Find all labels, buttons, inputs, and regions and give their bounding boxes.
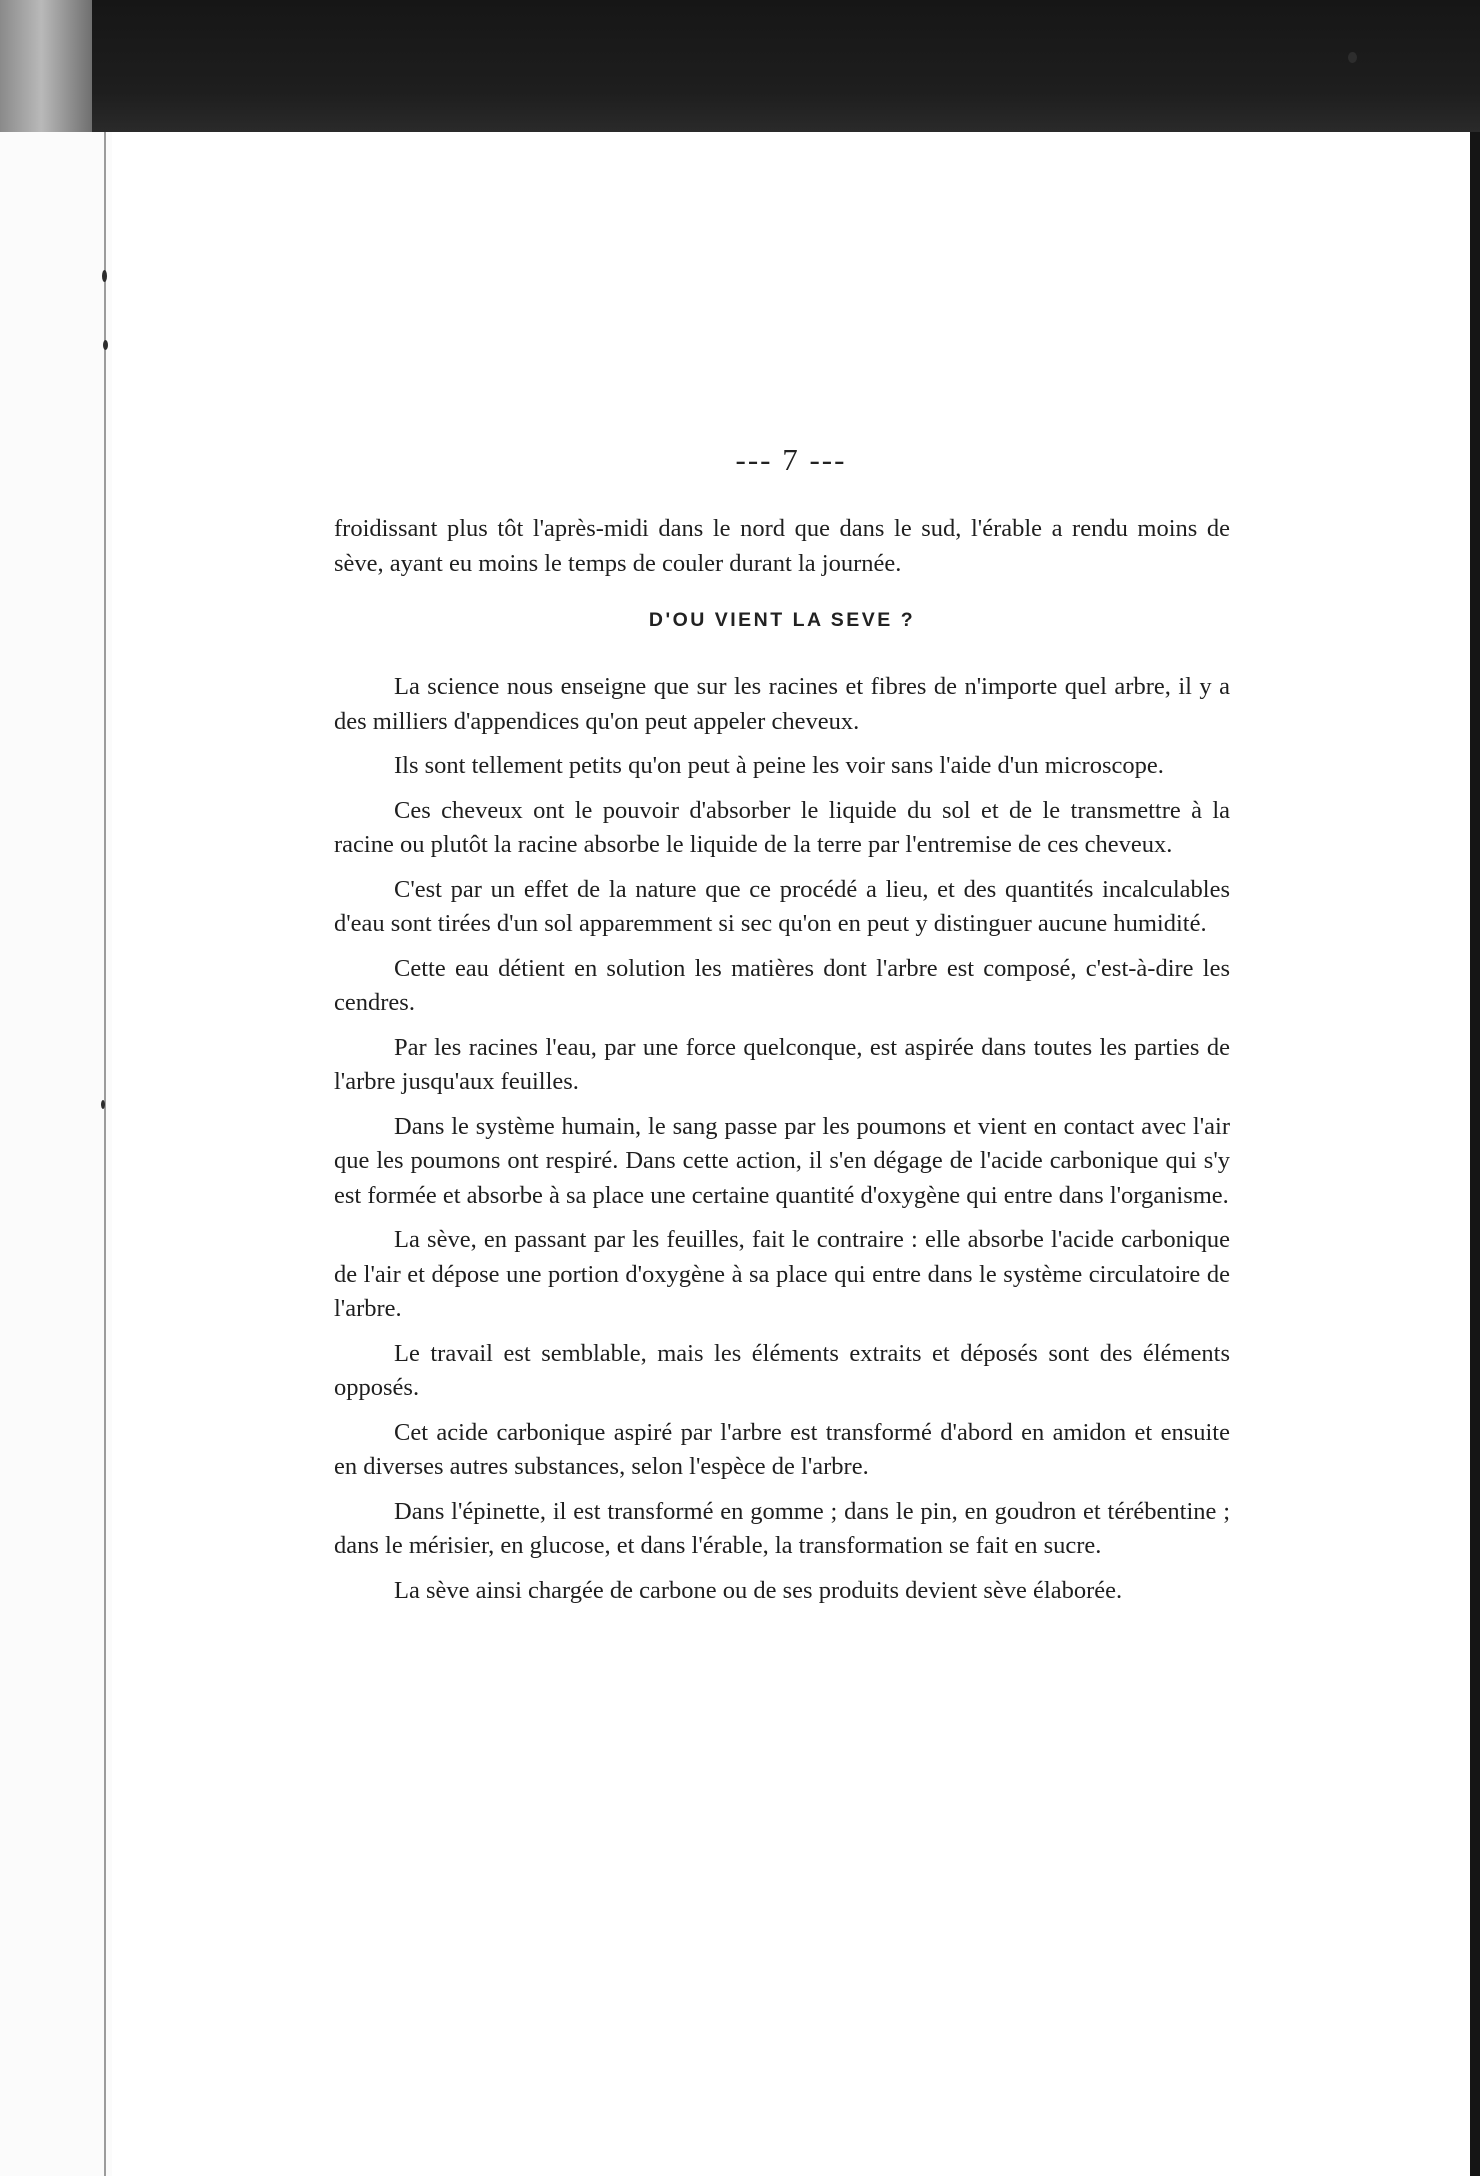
paragraph: Dans l'épinette, il est transformé en gomme ; dans le pin, en goudron et térébentine ; dans le mérisier, en glucose, et dans l'érable, la transformation se fait en sucre. <box>334 1497 1230 1559</box>
page-number: --- 7 --- <box>735 442 847 477</box>
paragraph: froidissant plus tôt l'après-midi dans le nord que dans le sud, l'érable a rendu moins de sève, ayant eu moins le temps de couler durant la journée. <box>334 515 1230 577</box>
paragraph: Ils sont tellement petits qu'on peut à peine les voir sans l'aide d'un microscope. <box>394 752 1164 779</box>
section-heading: D'OU VIENT LA SEVE ? <box>648 609 916 631</box>
scan-speck <box>102 270 107 282</box>
page-fold-line <box>104 132 106 2176</box>
scan-speck <box>103 340 108 350</box>
paragraph: Dans le système humain, le sang passe par les poumons et vient en contact avec l'air que les poumons ont respiré. Dans cette action, il s'en dégage de l'acide carbonique qui s'y est formée et absorbe à sa place une certaine quantité d'oxygène qui entre dans l'organisme. <box>334 1112 1230 1209</box>
page-body <box>334 512 1230 1618</box>
paragraph: Cet acide carbonique aspiré par l'arbre est transformé d'abord en amidon et ensuite en diverses autres substances, selon l'espèce de l'arbre. <box>334 1418 1230 1480</box>
paragraph: Par les racines l'eau, par une force quelconque, est aspirée dans toutes les parties de l'arbre jusqu'aux feuilles. <box>334 1033 1230 1095</box>
paragraph: La sève ainsi chargée de carbone ou de ses produits devient sève élaborée. <box>394 1576 1123 1604</box>
scan-background-top <box>0 0 1480 132</box>
scan-background-right <box>1470 132 1480 2176</box>
scan-speck <box>1348 52 1357 63</box>
scan-binding-tab <box>0 0 92 132</box>
paragraph: La science nous enseigne que sur les racines et fibres de n'importe quel arbre, il y a des milliers d'appendices qu'on peut appeler cheveux. <box>334 673 1230 735</box>
paragraph: Le travail est semblable, mais les éléments extraits et déposés sont des éléments opposés. <box>334 1339 1230 1401</box>
paragraph: Ces cheveux ont le pouvoir d'absorber le liquide du sol et de le transmettre à la racine ou plutôt la racine absorbe le liquide de la terre par l'entremise de ces cheveux. <box>334 796 1230 858</box>
scan-speck <box>101 1100 105 1109</box>
paragraph: La sève, en passant par les feuilles, fait le contraire : elle absorbe l'acide carbonique de l'air et dépose une portion d'oxygène à sa place qui entre dans le système circulatoire de l'arbre. <box>334 1226 1230 1322</box>
paragraph: C'est par un effet de la nature que ce procédé a lieu, et des quantités incalculables d'eau sont tirées d'un sol apparemment si sec qu'on en peut y distinguer aucune humidité. <box>334 875 1230 937</box>
document-page <box>112 132 1470 2176</box>
page-left-margin <box>0 132 114 2176</box>
paragraph: Cette eau détient en solution les matières dont l'arbre est composé, c'est-à-dire les cendres. <box>334 954 1230 1016</box>
